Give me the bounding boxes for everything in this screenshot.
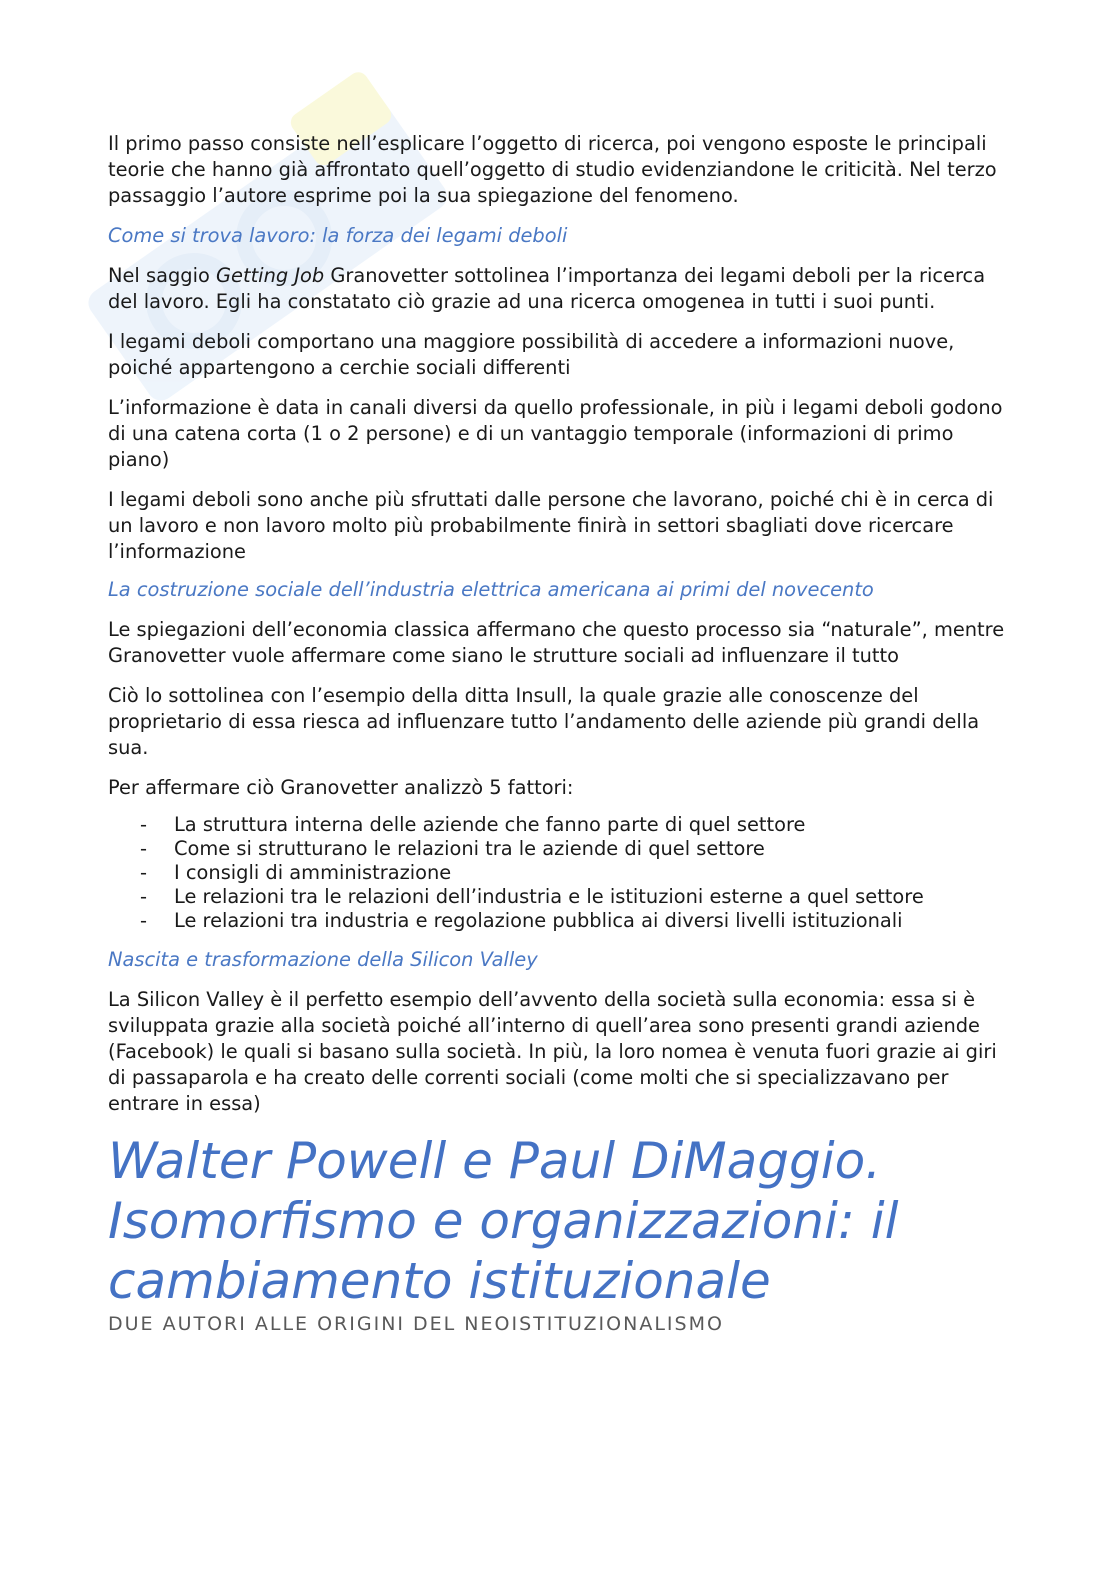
paragraph-insull: Ciò lo sottolinea con l’esempio della ditta Insull, la quale grazie alle conoscenze del proprietario di essa riesca ad influenzare tutto l’andamento delle aziende più grandi della sua.	[108, 684, 980, 759]
bullet-dash: -	[140, 909, 147, 932]
paragraph-economia-classica: Le spiegazioni dell’economia classica affermano che questo processo sia “naturale”, mentre Granovetter vuole affermare come siano le strutture sociali ad influenzare il tutto	[108, 618, 1005, 667]
list-item	[140, 813, 1008, 837]
paragraph-informazione: L’informazione è data in canali diversi da quello professionale, in più i legami deboli godono di una catena corta (1 o 2 persone) e di un vantaggio temporale (informazioni di primo piano)	[108, 396, 1003, 471]
list-item-text: La struttura interna delle aziende che fanno parte di quel settore	[174, 813, 806, 836]
heading-lavoro: Come si trova lavoro: la forza dei legami deboli	[108, 224, 568, 247]
book-title: Getting Job	[216, 264, 325, 287]
list-item-text: Le relazioni tra le relazioni dell’industria e le istituzioni esterne a quel settore	[174, 885, 924, 908]
list-item-text: I consigli di amministrazione	[174, 861, 452, 884]
list-item	[140, 909, 1008, 933]
paragraph-sfruttati: I legami deboli sono anche più sfruttati dalle persone che lavorano, poiché chi è in cerca di un lavoro e non lavoro molto più probabilmente finirà in settori sbagliati dove ricercare l’informazione	[108, 488, 994, 563]
list-item-text: Come si strutturano le relazioni tra le aziende di quel settore	[174, 837, 765, 860]
bullet-dash: -	[140, 813, 147, 836]
heading-silicon-valley: Nascita e trasformazione della Silicon Valley	[108, 948, 538, 971]
paragraph-silicon-valley: La Silicon Valley è il perfetto esempio dell’avvento della società sulla economia: essa si è sviluppata grazie alla società poiché all’interno di quell’area sono presenti grandi aziende (Facebook) le quali si basano sulla società. In più, la loro nomea è venuta fuori grazie ai giri di passaparola e ha creato delle correnti sociali (come molti che si specializzavano per entrare in essa)	[108, 988, 997, 1115]
list-item	[140, 837, 1008, 861]
chapter-title: Walter Powell e Paul DiMaggio. Isomorfismo e organizzazioni: il cambiamento istituzionale	[108, 1132, 899, 1310]
bullet-dash: -	[140, 861, 147, 884]
text-run: Granovetter sottolinea l’importanza dei legami deboli per la ricerca del lavoro. Egli ha constatato ciò grazie ad una ricerca omogenea in tutti i suoi punti.	[108, 264, 986, 313]
heading-industria: La costruzione sociale dell’industria elettrica americana ai primi del novecento	[108, 578, 874, 601]
chapter-subtitle: DUE AUTORI ALLE ORIGINI DEL NEOISTITUZIONALISMO	[108, 1313, 724, 1335]
factors-list	[108, 813, 1008, 933]
paragraph-intro: Il primo passo consiste nell’esplicare l’oggetto di ricerca, poi vengono esposte le principali teorie che hanno già affrontato quell’oggetto di studio evidenziandone le criticità. Nel terzo passaggio l’autore esprime poi la sua spiegazione del fenomeno.	[108, 132, 997, 207]
list-item	[140, 885, 1008, 909]
text-run: Nel saggio	[108, 264, 217, 287]
bullet-dash: -	[140, 837, 147, 860]
paragraph-fattori-intro: Per affermare ciò Granovetter analizzò 5 fattori:	[108, 776, 574, 799]
list-item-text: Le relazioni tra industria e regolazione pubblica ai diversi livelli istituzionali	[174, 909, 903, 932]
list-item	[140, 861, 1008, 885]
paragraph-getting-job	[108, 263, 1008, 315]
bullet-dash: -	[140, 885, 147, 908]
paragraph-legami-deboli: I legami deboli comportano una maggiore possibilità di accedere a informazioni nuove, poiché appartengono a cerchie sociali differenti	[108, 330, 955, 379]
